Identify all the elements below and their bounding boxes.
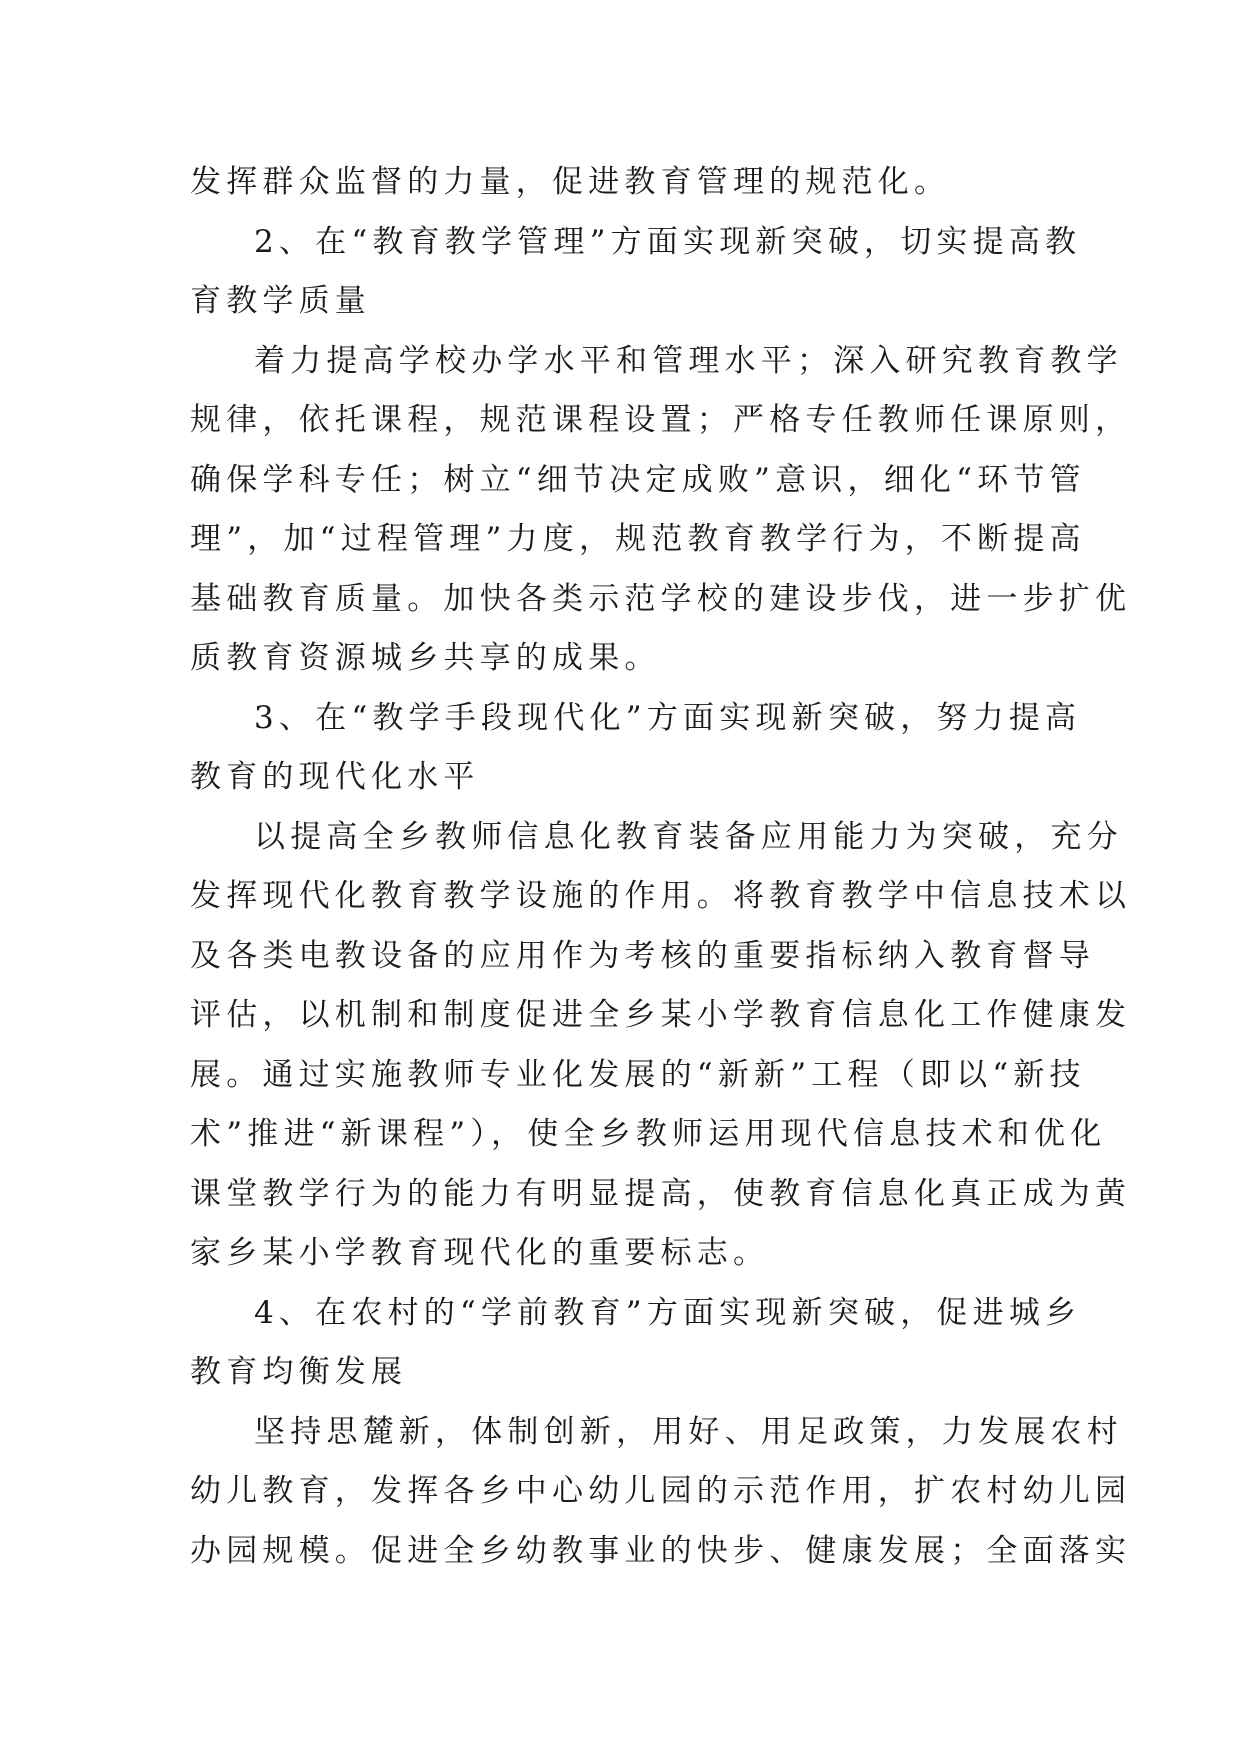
paragraph-line: 基础教育质量。加快各类示范学校的建设步伐，进一步扩优 bbox=[190, 580, 1132, 617]
section-heading-line: 4、在农村的“学前教育”方面实现新突破，促进城乡 bbox=[254, 1294, 1082, 1331]
section-heading-line: 3、在“教学手段现代化”方面实现新突破，努力提高 bbox=[254, 699, 1082, 736]
paragraph-line: 课堂教学行为的能力有明显提高，使教育信息化真正成为黄 bbox=[190, 1175, 1132, 1212]
paragraph-line: 发挥现代化教育教学设施的作用。将教育教学中信息技术以 bbox=[190, 878, 1132, 914]
paragraph-line: 确保学科专任；树立“细节决定成败”意识，细化“环节管 bbox=[190, 461, 1086, 498]
paragraph-line: 幼儿教育，发挥各乡中心幼儿园的示范作用，扩农村幼儿园 bbox=[190, 1473, 1132, 1509]
section-heading-line: 教育均衡发展 bbox=[190, 1354, 408, 1390]
paragraph-line: 质教育资源城乡共享的成果。 bbox=[190, 640, 661, 676]
section-heading-line: 育教学质量 bbox=[190, 283, 371, 319]
section-heading-line: 教育的现代化水平 bbox=[190, 759, 480, 795]
document-body bbox=[190, 153, 1132, 1581]
paragraph-line: 规律，依托课程，规范课程设置；严格专任教师任课原则， bbox=[190, 402, 1132, 438]
paragraph-line: 评估，以机制和制度促进全乡某小学教育信息化工作健康发 bbox=[190, 997, 1132, 1033]
paragraph-line: 家乡某小学教育现代化的重要标志。 bbox=[190, 1235, 770, 1271]
paragraph-line: 坚持思麓新，体制创新，用好、用足政策，力发展农村 bbox=[254, 1413, 1123, 1450]
paragraph-line: 办园规模。促进全乡幼教事业的快步、健康发展；全面落实 bbox=[190, 1532, 1132, 1569]
section-heading-line: 2、在“教育教学管理”方面实现新突破，切实提高教 bbox=[254, 223, 1082, 260]
paragraph-line: 着力提高学校办学水平和管理水平；深入研究教育教学 bbox=[254, 342, 1123, 379]
paragraph-line: 发挥群众监督的力量，促进教育管理的规范化。 bbox=[190, 164, 951, 200]
paragraph-line: 术”推进“新课程”），使全乡教师运用现代信息技术和优化 bbox=[190, 1116, 1107, 1152]
paragraph-line: 以提高全乡教师信息化教育装备应用能力为突破，充分 bbox=[254, 818, 1123, 855]
paragraph-line: 及各类电教设备的应用作为考核的重要指标纳入教育督导 bbox=[190, 937, 1095, 974]
paragraph-line: 理”，加“过程管理”力度，规范教育教学行为，不断提高 bbox=[190, 521, 1086, 557]
paragraph-line: 展。通过实施教师专业化发展的“新新”工程（即以“新技 bbox=[190, 1056, 1086, 1093]
